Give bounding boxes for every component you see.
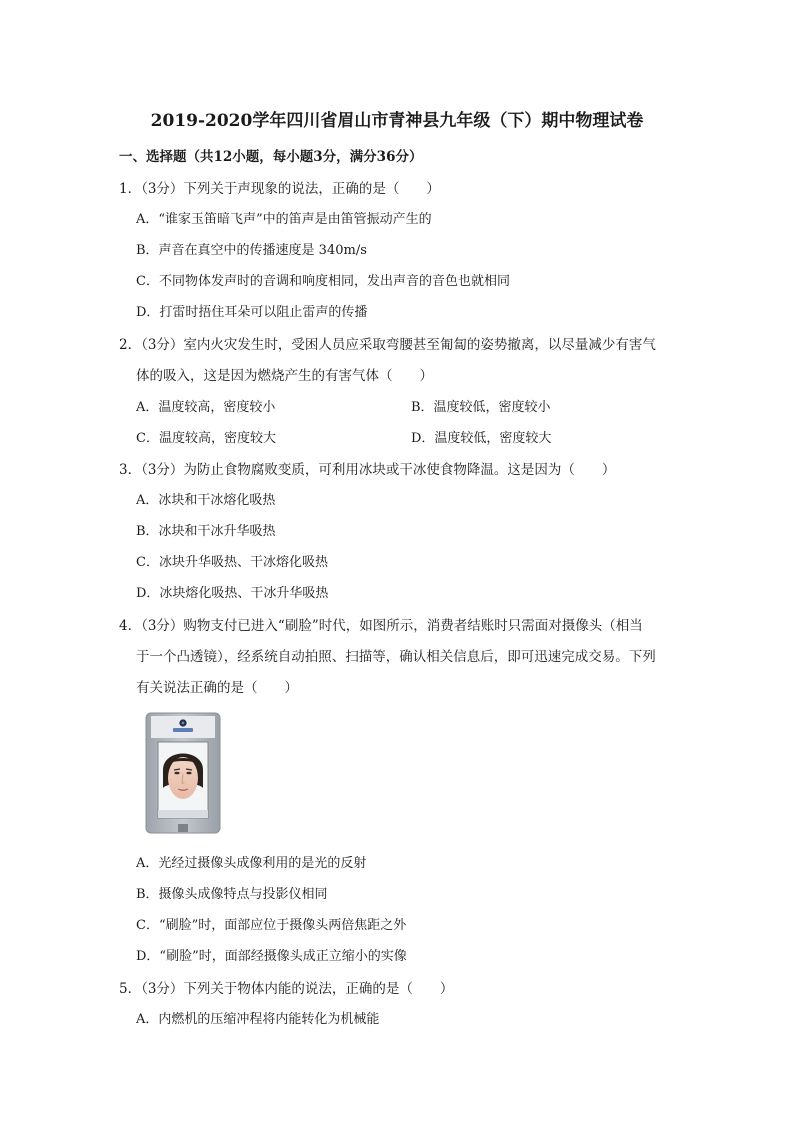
brand-logo-mark: [173, 728, 193, 732]
question-4-option-c[interactable]: C．“刷脸”时，面部应位于摄像头两倍焦距之外: [136, 918, 407, 933]
device-top-panel: [151, 716, 215, 738]
exam-title: 2019-2020学年四川省眉山市青神县九年级（下）期中物理试卷: [150, 111, 644, 131]
question-5-stem: 5．（3分）下列关于物体内能的说法，正确的是（ ）: [119, 981, 454, 997]
face-payment-camera-figure: [145, 712, 221, 834]
screen-bottom-bar: [158, 810, 208, 818]
question-2-option-d[interactable]: D．温度较低，密度较大: [411, 431, 552, 446]
question-2-option-b[interactable]: B．温度较低，密度较小: [411, 400, 551, 415]
question-1-option-b[interactable]: B．声音在真空中的传播速度是 340m/s: [136, 243, 367, 258]
question-1-option-d[interactable]: D．打雷时捂住耳朵可以阻止雷声的传播: [136, 305, 368, 320]
question-2-option-c[interactable]: C．温度较高，密度较大: [136, 431, 276, 446]
question-3-option-d[interactable]: D．冰块熔化吸热、干冰升华吸热: [136, 586, 329, 601]
question-3-option-c[interactable]: C．冰块升华吸热、干冰熔化吸热: [136, 555, 328, 570]
question-1-option-a[interactable]: A．“谁家玉笛暗飞声”中的笛声是由笛管振动产生的: [136, 212, 432, 227]
question-3-stem: 3．（3分）为防止食物腐败变质，可利用冰块或干冰使食物降温。这是因为（ ）: [119, 462, 616, 478]
question-5-option-a[interactable]: A．内燃机的压缩冲程将内能转化为机械能: [136, 1012, 380, 1027]
question-4-option-d[interactable]: D．“刷脸”时，面部经摄像头成正立缩小的实像: [136, 949, 407, 964]
question-3-option-b[interactable]: B．冰块和干冰升华吸热: [136, 524, 276, 539]
question-2-stem-line-1: 2．（3分）室内火灾发生时，受困人员应采取弯腰甚至匍匐的姿势撤离，以尽量减少有害气: [119, 337, 656, 353]
device-stand: [178, 824, 188, 832]
question-4-option-a[interactable]: A．光经过摄像头成像利用的是光的反射: [136, 856, 367, 871]
question-2-stem-line-2: 体的吸入，这是因为燃烧产生的有害气体（ ）: [136, 368, 433, 384]
question-4-stem-line-3: 有关说法正确的是（ ）: [136, 680, 298, 696]
question-4-stem-line-1: 4．（3分）购物支付已进入“刷脸”时代，如图所示，消费者结账时只需面对摄像头（相当: [119, 618, 643, 634]
question-1-option-c[interactable]: C．不同物体发声时的音调和响度相同，发出声音的音色也就相同: [136, 274, 510, 289]
question-4-option-b[interactable]: B．摄像头成像特点与投影仪相同: [136, 887, 328, 902]
question-1-stem: 1．（3分）下列关于声现象的说法，正确的是（ ）: [119, 181, 440, 197]
question-2-option-a[interactable]: A．温度较高，密度较小: [136, 400, 276, 415]
question-4-stem-line-2: 于一个凸透镜），经系统自动拍照、扫描等，确认相关信息后，即可迅速完成交易。下列: [136, 649, 656, 665]
question-3-option-a[interactable]: A．冰块和干冰熔化吸热: [136, 493, 276, 508]
section-heading: 一、选择题（共12小题，每小题3分，满分36分）: [119, 149, 423, 165]
